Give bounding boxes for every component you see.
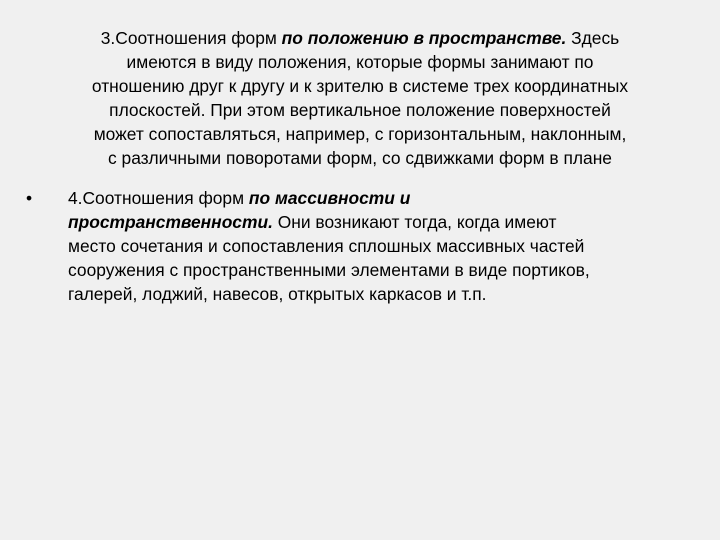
paragraph-line (68, 186, 696, 210)
paragraph-line (68, 210, 696, 234)
bullet-text (68, 186, 696, 306)
emphasis-term: по положению в пространстве. (281, 28, 567, 48)
bullet-icon: • (26, 188, 33, 208)
text-run: 3.Соотношения форм (100, 28, 282, 48)
paragraph-line: отношению друг к другу и к зрителю в системе трех координатных (91, 76, 629, 96)
paragraph-line: галерей, лоджий, навесов, открытых каркасов и т.п. (68, 284, 487, 304)
paragraph-line: с различными поворотами форм, со сдвижками форм в плане (108, 148, 612, 168)
text-run: Здесь (566, 28, 620, 48)
text-run: Они возникают тогда, когда имеют (272, 212, 557, 232)
paragraph-spatial-position (40, 26, 680, 170)
paragraph-line: может сопоставляться, например, с горизонтальным, наклонным, (93, 124, 627, 144)
paragraph-line: плоскостей. При этом вертикальное положение поверхностей (109, 100, 611, 120)
paragraph-line: имеются в виду положения, которые формы занимают по (126, 52, 594, 72)
emphasis-term: по массивности и (248, 188, 411, 208)
paragraph-line: место сочетания и сопоставления сплошных массивных частей (68, 236, 585, 256)
paragraph-line: сооружения с пространственными элементами в виде портиков, (68, 260, 590, 280)
text-run: 4.Соотношения форм (68, 188, 249, 208)
paragraph-line (40, 26, 680, 50)
emphasis-term: пространственности. (68, 212, 273, 232)
